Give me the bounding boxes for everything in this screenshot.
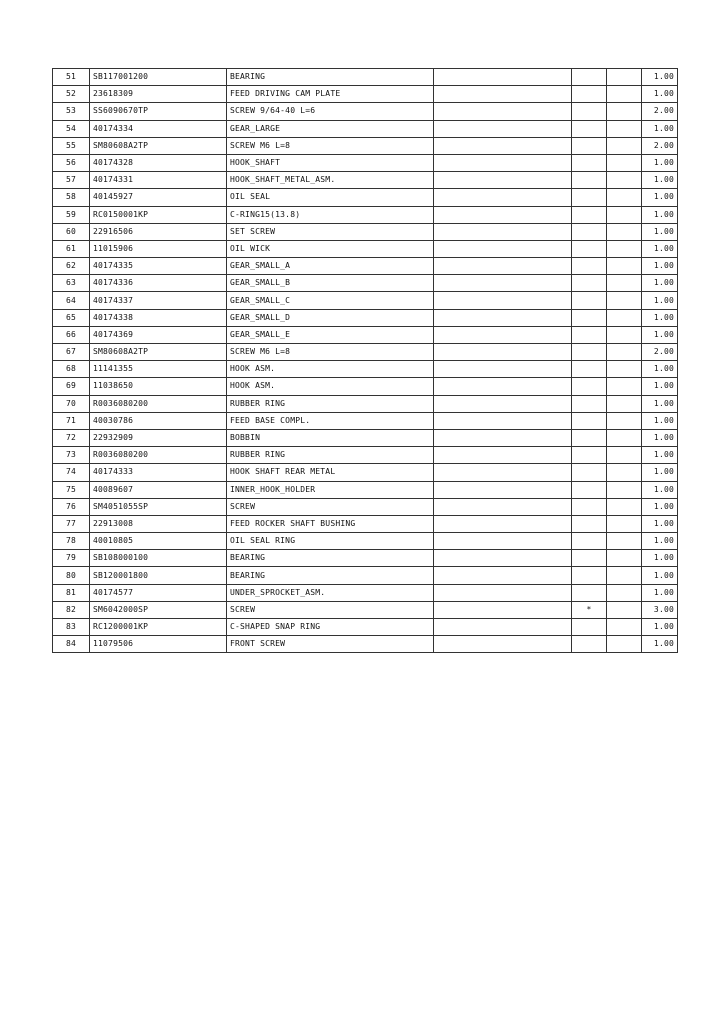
empty-cell xyxy=(434,137,572,154)
empty-cell xyxy=(434,619,572,636)
description-cell: BEARING xyxy=(227,69,434,86)
quantity-cell: 1.00 xyxy=(642,223,678,240)
item-number-cell: 83 xyxy=(53,619,90,636)
description-cell: C-SHAPED SNAP RING xyxy=(227,619,434,636)
quantity-cell: 1.00 xyxy=(642,395,678,412)
empty-cell xyxy=(434,567,572,584)
quantity-cell: 1.00 xyxy=(642,275,678,292)
part-number-cell: SM6042000SP xyxy=(90,601,227,618)
mark-cell xyxy=(572,120,607,137)
empty-cell xyxy=(434,481,572,498)
table-row xyxy=(53,154,678,171)
mark-cell xyxy=(572,515,607,532)
quantity-cell: 1.00 xyxy=(642,567,678,584)
mark-cell xyxy=(572,584,607,601)
empty-cell xyxy=(434,498,572,515)
empty-cell xyxy=(434,258,572,275)
empty-cell xyxy=(607,103,642,120)
quantity-cell: 1.00 xyxy=(642,240,678,257)
description-cell: SCREW xyxy=(227,601,434,618)
quantity-cell: 3.00 xyxy=(642,601,678,618)
item-number-cell: 58 xyxy=(53,189,90,206)
item-number-cell: 78 xyxy=(53,533,90,550)
table-row xyxy=(53,464,678,481)
empty-cell xyxy=(607,395,642,412)
part-number-cell: 40174336 xyxy=(90,275,227,292)
mark-cell xyxy=(572,481,607,498)
item-number-cell: 51 xyxy=(53,69,90,86)
part-number-cell: 40174331 xyxy=(90,172,227,189)
mark-cell xyxy=(572,636,607,653)
item-number-cell: 81 xyxy=(53,584,90,601)
item-number-cell: 56 xyxy=(53,154,90,171)
mark-cell xyxy=(572,498,607,515)
mark-cell xyxy=(572,223,607,240)
table-row xyxy=(53,447,678,464)
mark-cell xyxy=(572,103,607,120)
mark-cell xyxy=(572,86,607,103)
table-row xyxy=(53,326,678,343)
quantity-cell: 2.00 xyxy=(642,103,678,120)
table-row xyxy=(53,412,678,429)
part-number-cell: 40174338 xyxy=(90,309,227,326)
part-number-cell: SM80608A2TP xyxy=(90,137,227,154)
table-row xyxy=(53,619,678,636)
table-row xyxy=(53,378,678,395)
empty-cell xyxy=(607,498,642,515)
table-row xyxy=(53,69,678,86)
item-number-cell: 62 xyxy=(53,258,90,275)
table-row xyxy=(53,498,678,515)
mark-cell xyxy=(572,258,607,275)
empty-cell xyxy=(607,137,642,154)
description-cell: GEAR_SMALL_D xyxy=(227,309,434,326)
table-row xyxy=(53,533,678,550)
item-number-cell: 66 xyxy=(53,326,90,343)
item-number-cell: 84 xyxy=(53,636,90,653)
part-number-cell: 40174328 xyxy=(90,154,227,171)
part-number-cell: RC1200001KP xyxy=(90,619,227,636)
mark-cell xyxy=(572,189,607,206)
part-number-cell: 40174337 xyxy=(90,292,227,309)
quantity-cell: 1.00 xyxy=(642,447,678,464)
empty-cell xyxy=(434,515,572,532)
item-number-cell: 80 xyxy=(53,567,90,584)
part-number-cell: 40030786 xyxy=(90,412,227,429)
part-number-cell: R0036080200 xyxy=(90,395,227,412)
part-number-cell: 23618309 xyxy=(90,86,227,103)
quantity-cell: 1.00 xyxy=(642,619,678,636)
mark-cell xyxy=(572,206,607,223)
description-cell: SCREW 9/64-40 L=6 xyxy=(227,103,434,120)
quantity-cell: 1.00 xyxy=(642,378,678,395)
part-number-cell: 40174333 xyxy=(90,464,227,481)
mark-cell xyxy=(572,275,607,292)
empty-cell xyxy=(607,601,642,618)
item-number-cell: 54 xyxy=(53,120,90,137)
part-number-cell: 22932909 xyxy=(90,429,227,446)
part-number-cell: R0036080200 xyxy=(90,447,227,464)
item-number-cell: 64 xyxy=(53,292,90,309)
part-number-cell: 22913008 xyxy=(90,515,227,532)
part-number-cell: 22916506 xyxy=(90,223,227,240)
mark-cell xyxy=(572,344,607,361)
quantity-cell: 1.00 xyxy=(642,481,678,498)
item-number-cell: 53 xyxy=(53,103,90,120)
empty-cell xyxy=(434,378,572,395)
part-number-cell: 40174577 xyxy=(90,584,227,601)
table-row xyxy=(53,395,678,412)
mark-cell xyxy=(572,464,607,481)
table-row xyxy=(53,206,678,223)
quantity-cell: 1.00 xyxy=(642,584,678,601)
part-number-cell: 11079506 xyxy=(90,636,227,653)
empty-cell xyxy=(434,344,572,361)
empty-cell xyxy=(607,464,642,481)
description-cell: SCREW M6 L=8 xyxy=(227,137,434,154)
empty-cell xyxy=(434,464,572,481)
mark-cell xyxy=(572,69,607,86)
description-cell: BEARING xyxy=(227,567,434,584)
table-row xyxy=(53,86,678,103)
quantity-cell: 2.00 xyxy=(642,344,678,361)
empty-cell xyxy=(434,584,572,601)
table-row xyxy=(53,223,678,240)
quantity-cell: 1.00 xyxy=(642,515,678,532)
empty-cell xyxy=(434,309,572,326)
empty-cell xyxy=(607,258,642,275)
empty-cell xyxy=(434,189,572,206)
part-number-cell: 40010805 xyxy=(90,533,227,550)
quantity-cell: 1.00 xyxy=(642,69,678,86)
part-number-cell: SB120001800 xyxy=(90,567,227,584)
empty-cell xyxy=(434,429,572,446)
description-cell: FEED BASE COMPL. xyxy=(227,412,434,429)
mark-cell xyxy=(572,378,607,395)
parts-list-body xyxy=(53,69,678,653)
empty-cell xyxy=(434,447,572,464)
table-row xyxy=(53,292,678,309)
item-number-cell: 67 xyxy=(53,344,90,361)
item-number-cell: 68 xyxy=(53,361,90,378)
description-cell: BOBBIN xyxy=(227,429,434,446)
mark-cell xyxy=(572,619,607,636)
empty-cell xyxy=(434,533,572,550)
empty-cell xyxy=(607,584,642,601)
quantity-cell: 1.00 xyxy=(642,258,678,275)
quantity-cell: 1.00 xyxy=(642,533,678,550)
empty-cell xyxy=(434,292,572,309)
part-number-cell: SB117001200 xyxy=(90,69,227,86)
part-number-cell: SB108000100 xyxy=(90,550,227,567)
table-row xyxy=(53,309,678,326)
part-number-cell: 40174369 xyxy=(90,326,227,343)
part-number-cell: 40089607 xyxy=(90,481,227,498)
empty-cell xyxy=(607,69,642,86)
empty-cell xyxy=(607,567,642,584)
parts-list-table xyxy=(52,68,678,653)
empty-cell xyxy=(434,69,572,86)
empty-cell xyxy=(434,86,572,103)
part-number-cell: SM4051055SP xyxy=(90,498,227,515)
table-row xyxy=(53,361,678,378)
table-row xyxy=(53,584,678,601)
item-number-cell: 74 xyxy=(53,464,90,481)
mark-cell xyxy=(572,361,607,378)
empty-cell xyxy=(607,636,642,653)
part-number-cell: 11038650 xyxy=(90,378,227,395)
part-number-cell: SM80608A2TP xyxy=(90,344,227,361)
description-cell: FEED DRIVING CAM PLATE xyxy=(227,86,434,103)
quantity-cell: 1.00 xyxy=(642,636,678,653)
table-row xyxy=(53,275,678,292)
description-cell: RUBBER RING xyxy=(227,395,434,412)
item-number-cell: 77 xyxy=(53,515,90,532)
description-cell: BEARING xyxy=(227,550,434,567)
empty-cell xyxy=(607,326,642,343)
table-row xyxy=(53,189,678,206)
empty-cell xyxy=(607,378,642,395)
empty-cell xyxy=(607,206,642,223)
description-cell: OIL WICK xyxy=(227,240,434,257)
item-number-cell: 79 xyxy=(53,550,90,567)
description-cell: RUBBER RING xyxy=(227,447,434,464)
item-number-cell: 57 xyxy=(53,172,90,189)
part-number-cell: 40145927 xyxy=(90,189,227,206)
empty-cell xyxy=(434,172,572,189)
table-row xyxy=(53,240,678,257)
empty-cell xyxy=(607,223,642,240)
mark-cell xyxy=(572,447,607,464)
item-number-cell: 55 xyxy=(53,137,90,154)
empty-cell xyxy=(434,361,572,378)
quantity-cell: 2.00 xyxy=(642,137,678,154)
description-cell: GEAR_LARGE xyxy=(227,120,434,137)
description-cell: SET SCREW xyxy=(227,223,434,240)
table-row xyxy=(53,137,678,154)
empty-cell xyxy=(607,412,642,429)
mark-cell xyxy=(572,292,607,309)
empty-cell xyxy=(607,275,642,292)
quantity-cell: 1.00 xyxy=(642,429,678,446)
quantity-cell: 1.00 xyxy=(642,550,678,567)
item-number-cell: 75 xyxy=(53,481,90,498)
empty-cell xyxy=(434,412,572,429)
table-row xyxy=(53,550,678,567)
quantity-cell: 1.00 xyxy=(642,86,678,103)
empty-cell xyxy=(607,447,642,464)
mark-cell xyxy=(572,429,607,446)
part-number-cell: RC0150001KP xyxy=(90,206,227,223)
part-number-cell: 40174335 xyxy=(90,258,227,275)
description-cell: INNER_HOOK_HOLDER xyxy=(227,481,434,498)
table-row xyxy=(53,172,678,189)
description-cell: OIL SEAL RING xyxy=(227,533,434,550)
empty-cell xyxy=(434,103,572,120)
quantity-cell: 1.00 xyxy=(642,464,678,481)
empty-cell xyxy=(434,636,572,653)
description-cell: C-RING15(13.8) xyxy=(227,206,434,223)
part-number-cell: 11141355 xyxy=(90,361,227,378)
item-number-cell: 61 xyxy=(53,240,90,257)
empty-cell xyxy=(607,515,642,532)
quantity-cell: 1.00 xyxy=(642,412,678,429)
description-cell: HOOK ASM. xyxy=(227,361,434,378)
description-cell: UNDER_SPROCKET_ASM. xyxy=(227,584,434,601)
quantity-cell: 1.00 xyxy=(642,189,678,206)
mark-cell xyxy=(572,172,607,189)
description-cell: OIL SEAL xyxy=(227,189,434,206)
part-number-cell: 11015906 xyxy=(90,240,227,257)
mark-cell xyxy=(572,550,607,567)
empty-cell xyxy=(607,361,642,378)
item-number-cell: 72 xyxy=(53,429,90,446)
empty-cell xyxy=(607,429,642,446)
mark-cell xyxy=(572,240,607,257)
item-number-cell: 70 xyxy=(53,395,90,412)
empty-cell xyxy=(434,154,572,171)
mark-cell xyxy=(572,326,607,343)
table-row xyxy=(53,344,678,361)
description-cell: GEAR_SMALL_E xyxy=(227,326,434,343)
mark-cell xyxy=(572,533,607,550)
empty-cell xyxy=(607,481,642,498)
empty-cell xyxy=(434,550,572,567)
empty-cell xyxy=(607,309,642,326)
mark-cell xyxy=(572,567,607,584)
item-number-cell: 73 xyxy=(53,447,90,464)
empty-cell xyxy=(434,395,572,412)
quantity-cell: 1.00 xyxy=(642,154,678,171)
mark-cell: * xyxy=(572,601,607,618)
empty-cell xyxy=(434,601,572,618)
table-row xyxy=(53,481,678,498)
item-number-cell: 71 xyxy=(53,412,90,429)
empty-cell xyxy=(434,240,572,257)
item-number-cell: 60 xyxy=(53,223,90,240)
description-cell: SCREW M6 L=8 xyxy=(227,344,434,361)
item-number-cell: 65 xyxy=(53,309,90,326)
empty-cell xyxy=(434,275,572,292)
table-row xyxy=(53,258,678,275)
part-number-cell: 40174334 xyxy=(90,120,227,137)
quantity-cell: 1.00 xyxy=(642,326,678,343)
table-row xyxy=(53,103,678,120)
empty-cell xyxy=(607,240,642,257)
description-cell: HOOK ASM. xyxy=(227,378,434,395)
item-number-cell: 69 xyxy=(53,378,90,395)
empty-cell xyxy=(607,533,642,550)
table-row xyxy=(53,120,678,137)
empty-cell xyxy=(434,206,572,223)
empty-cell xyxy=(434,120,572,137)
mark-cell xyxy=(572,412,607,429)
empty-cell xyxy=(607,120,642,137)
item-number-cell: 59 xyxy=(53,206,90,223)
item-number-cell: 63 xyxy=(53,275,90,292)
part-number-cell: SS6090670TP xyxy=(90,103,227,120)
quantity-cell: 1.00 xyxy=(642,361,678,378)
quantity-cell: 1.00 xyxy=(642,498,678,515)
description-cell: FEED ROCKER SHAFT BUSHING xyxy=(227,515,434,532)
quantity-cell: 1.00 xyxy=(642,206,678,223)
description-cell: HOOK_SHAFT xyxy=(227,154,434,171)
table-row xyxy=(53,515,678,532)
empty-cell xyxy=(434,223,572,240)
empty-cell xyxy=(607,86,642,103)
empty-cell xyxy=(607,292,642,309)
description-cell: GEAR_SMALL_A xyxy=(227,258,434,275)
quantity-cell: 1.00 xyxy=(642,309,678,326)
mark-cell xyxy=(572,154,607,171)
description-cell: FRONT SCREW xyxy=(227,636,434,653)
description-cell: HOOK SHAFT REAR METAL xyxy=(227,464,434,481)
empty-cell xyxy=(607,154,642,171)
empty-cell xyxy=(607,344,642,361)
item-number-cell: 52 xyxy=(53,86,90,103)
item-number-cell: 76 xyxy=(53,498,90,515)
quantity-cell: 1.00 xyxy=(642,172,678,189)
empty-cell xyxy=(607,189,642,206)
empty-cell xyxy=(607,619,642,636)
table-row xyxy=(53,429,678,446)
description-cell: HOOK_SHAFT_METAL_ASM. xyxy=(227,172,434,189)
mark-cell xyxy=(572,309,607,326)
empty-cell xyxy=(607,550,642,567)
empty-cell xyxy=(607,172,642,189)
description-cell: SCREW xyxy=(227,498,434,515)
table-row xyxy=(53,636,678,653)
item-number-cell: 82 xyxy=(53,601,90,618)
mark-cell xyxy=(572,137,607,154)
description-cell: GEAR_SMALL_B xyxy=(227,275,434,292)
empty-cell xyxy=(434,326,572,343)
quantity-cell: 1.00 xyxy=(642,292,678,309)
description-cell: GEAR_SMALL_C xyxy=(227,292,434,309)
table-row xyxy=(53,567,678,584)
mark-cell xyxy=(572,395,607,412)
quantity-cell: 1.00 xyxy=(642,120,678,137)
table-row xyxy=(53,601,678,618)
